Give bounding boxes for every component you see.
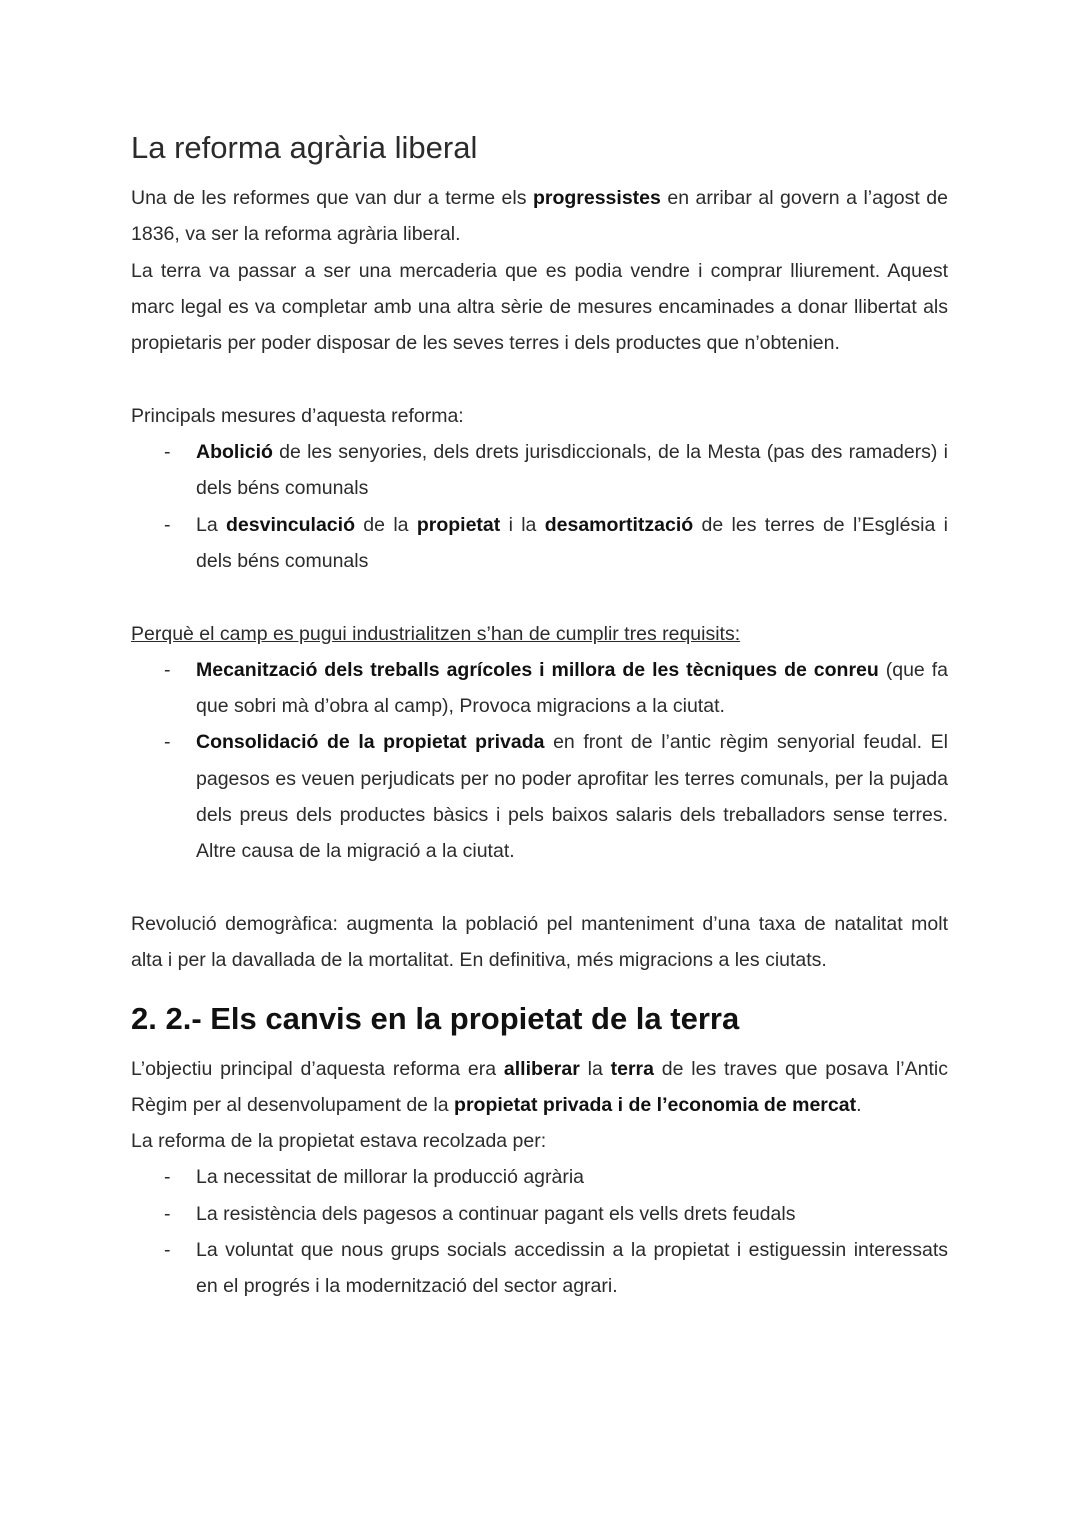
text-run: de les traves que posava l’Antic Règim per al desenvolupament de la xyxy=(131,1057,948,1116)
bold-text: desvinculació xyxy=(226,513,355,536)
bold-text: Mecanització dels treballs agrícoles i millora de les tècniques de conreu xyxy=(196,658,879,681)
text-run: Una de les reformes que van dur a terme els xyxy=(131,187,533,209)
bold-text: propietat privada i de l’economia de mercat xyxy=(454,1093,857,1116)
list-item xyxy=(131,507,948,580)
section1-title: La reforma agrària liberal xyxy=(131,130,478,165)
text-run: La necessitat de millorar la producció agrària xyxy=(196,1166,585,1189)
dash-bullet: - xyxy=(164,441,171,464)
text-run: de les terres de l’Església i dels béns comunals xyxy=(196,513,948,572)
text-run: La voluntat que nous grups socials accedissin a la propietat i estiguessin interessats en el progrés i la modernització del sector agrari. xyxy=(196,1239,948,1298)
section2-list xyxy=(131,1159,948,1304)
requisites-intro: Perquè el camp es pugui industrialitzen s’han de cumplir tres requisits: xyxy=(131,622,741,645)
measures-list xyxy=(131,434,948,579)
dash-bullet: - xyxy=(164,513,171,536)
bold-text: desamortització xyxy=(544,513,694,536)
text-run: de la xyxy=(354,513,417,536)
section1-paragraph-2: La terra va passar a ser una mercaderia que es podia vendre i comprar lliurement. Aquest marc legal es va completar amb una altra sèrie de mesures encaminades a donar llibertat als propietaris per poder disposar de les seves terres i dels productes que n’obtenien. xyxy=(131,259,948,355)
text-run: La resistència dels pagesos a continuar pagant els vells drets feudals xyxy=(196,1202,796,1225)
list-item xyxy=(131,1159,948,1195)
text-run: La xyxy=(196,513,227,536)
bold-text: propietat xyxy=(416,513,501,536)
section1-paragraph-1 xyxy=(131,180,948,253)
text-run: (que fa que sobri mà d’obra al camp), Provoca migracions a la ciutat. xyxy=(196,658,948,718)
dash-bullet: - xyxy=(164,658,171,681)
dash-bullet: - xyxy=(164,731,171,754)
text-run: de les senyories, dels drets jurisdiccionals, de la Mesta (pas des ramaders) i dels béns comunals xyxy=(196,441,948,500)
text-run: en front de l’antic règim senyorial feudal. El pagesos es veuen perjudicats per no poder aprofitar les terres comunals, per la pujada dels preus dels productes bàsics i pels baixos salaris dels treballadors sense terres. Altre causa de la migració a la ciutat. xyxy=(196,731,949,863)
text-run: L’objectiu principal d’aquesta reforma era xyxy=(131,1057,504,1080)
section2-intro: La reforma de la propietat estava recolzada per: xyxy=(131,1130,547,1153)
bold-text: alliberar xyxy=(503,1057,580,1080)
demographic-paragraph: Revolució demogràfica: augmenta la població pel manteniment d’una taxa de natalitat molt alta i per la davallada de la mortalitat. En definitiva, més migracions a les ciutats. xyxy=(131,912,948,972)
section2-title: 2. 2.- Els canvis en la propietat de la terra xyxy=(131,1000,740,1036)
measures-intro: Principals mesures d’aquesta reforma: xyxy=(131,404,464,427)
spacer xyxy=(131,979,948,997)
spacer xyxy=(131,579,948,615)
text-run: . xyxy=(856,1093,862,1116)
spacer xyxy=(131,361,948,397)
list-item xyxy=(131,724,948,869)
list-item xyxy=(131,1196,948,1232)
bold-text: Consolidació de la propietat privada xyxy=(196,731,545,754)
list-item xyxy=(131,1232,948,1305)
spacer xyxy=(131,870,948,906)
dash-bullet: - xyxy=(164,1202,171,1225)
text-run: i la xyxy=(500,513,545,536)
section2-paragraph-1 xyxy=(131,1051,948,1124)
dash-bullet: - xyxy=(164,1166,171,1189)
list-item xyxy=(131,652,948,725)
document-content xyxy=(131,126,948,1305)
bold-text: terra xyxy=(610,1057,654,1080)
requisites-list xyxy=(131,652,948,870)
dash-bullet: - xyxy=(164,1239,171,1262)
text-run: la xyxy=(579,1057,611,1080)
bold-progressistes: progressistes xyxy=(532,187,661,209)
bold-text: Abolició xyxy=(196,441,273,464)
text-run: en arribar al govern a l’agost de 1836, va ser la reforma agrària liberal. xyxy=(131,187,948,246)
list-item xyxy=(131,434,948,507)
